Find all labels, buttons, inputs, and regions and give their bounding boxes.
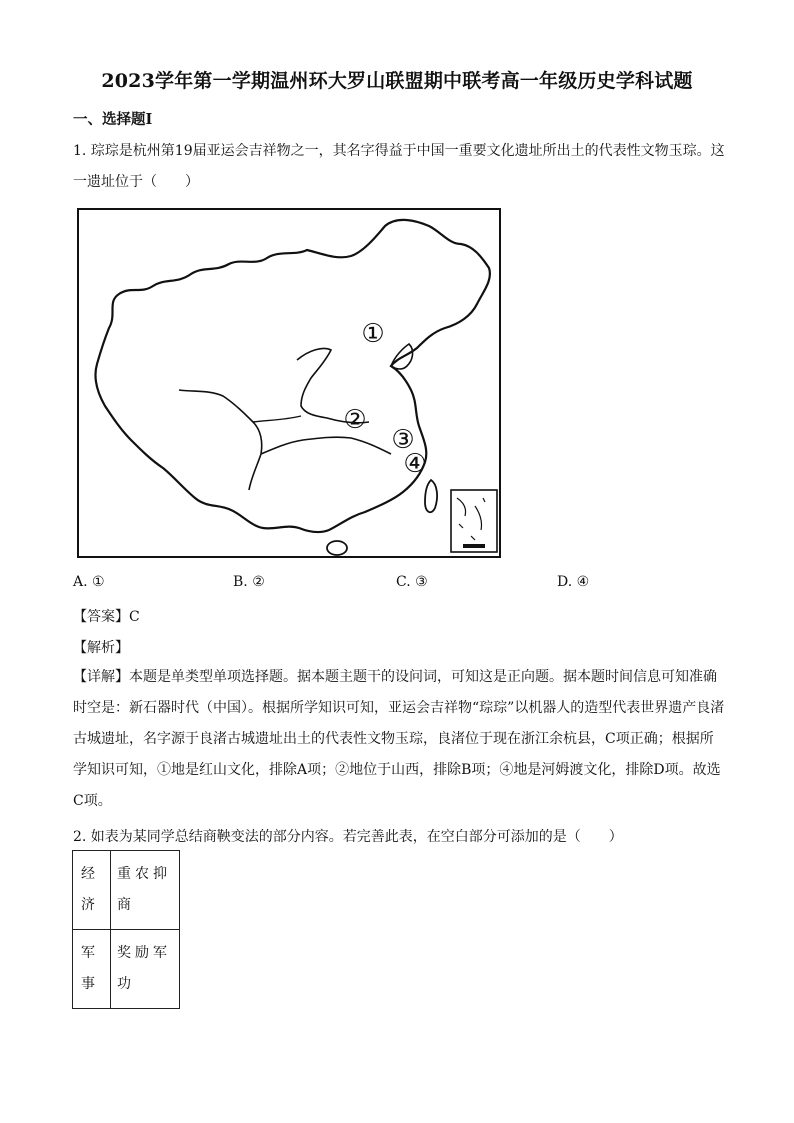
option-c[interactable]: C. ③ bbox=[396, 574, 428, 590]
map-label-3: ③ bbox=[391, 425, 415, 455]
region-boundary bbox=[179, 390, 262, 490]
table-value-cell: 奖励军功 bbox=[111, 930, 180, 1009]
question-1-stem: 1. 琮琮是杭州第19届亚运会吉祥物之一，其名字得益于中国一重要文化遗址所出土的代表性文物玉琮。这一遗址位于（ ） bbox=[73, 143, 725, 190]
hainan-island bbox=[327, 541, 347, 555]
region-boundary bbox=[261, 437, 391, 454]
china-map-svg bbox=[79, 210, 499, 556]
map-label-1: ① bbox=[361, 319, 385, 349]
table-row bbox=[73, 930, 180, 1009]
question-2-stem: 2. 如表为某同学总结商鞅变法的部分内容。若完善此表，在空白部分可添加的是（ ） bbox=[73, 829, 623, 845]
mainland-outline bbox=[95, 220, 489, 532]
section-heading: 一、选择题Ⅰ bbox=[73, 111, 153, 128]
detail-explanation: 【详解】本题是单类型单项选择题。据本题主题干的设问词，可知这是正向题。据本题时间信息可知准确时空是：新石器时代（中国）。根据所学知识可知，亚运会吉祥物“琮琮”以机器人的造型代表世界遗产良渚古城遗址，名字源于良渚古城遗址出土的代表性文物玉琮，良渚位于现在浙江余杭县，C项正确；根据所学知识可知，①地是红山文化，排除A项；②地位于山西，排除B项；④地是河姆渡文化，排除D项。故选C项。 bbox=[73, 669, 725, 809]
option-a[interactable]: A. ① bbox=[73, 574, 105, 590]
map-label-4: ④ bbox=[403, 449, 427, 479]
taiwan-island bbox=[425, 480, 437, 512]
table-key-cell: 军事 bbox=[73, 930, 111, 1009]
map-label-2: ② bbox=[343, 405, 367, 435]
analysis-heading: 【解析】 bbox=[73, 640, 129, 656]
option-b[interactable]: B. ② bbox=[233, 574, 265, 590]
table-key-cell: 经济 bbox=[73, 851, 111, 930]
option-d[interactable]: D. ④ bbox=[557, 574, 590, 590]
table-row bbox=[73, 851, 180, 930]
answer-line: 【答案】C bbox=[73, 609, 140, 625]
region-boundary bbox=[253, 416, 301, 422]
page-title: 2023学年第一学期温州环大罗山联盟期中联考高一年级历史学科试题 bbox=[101, 70, 693, 92]
table-value-cell: 重农抑商 bbox=[111, 851, 180, 930]
china-map bbox=[77, 208, 501, 558]
reform-table bbox=[72, 850, 180, 1009]
